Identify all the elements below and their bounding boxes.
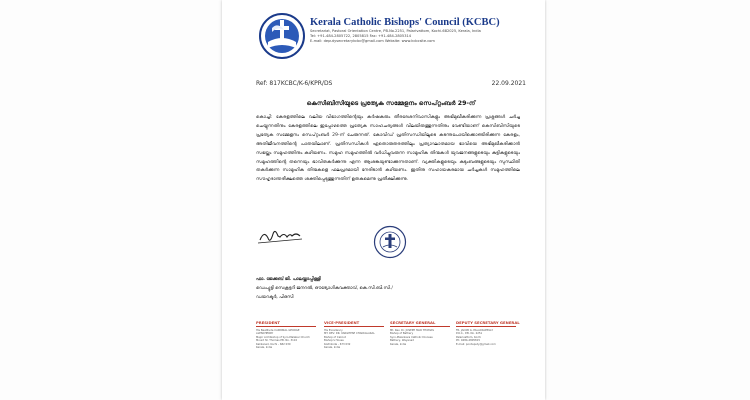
office-divider [390, 326, 450, 327]
reference-number: Ref: 817KCBC/K-6/KPR/DS [256, 80, 333, 87]
official-seal [373, 225, 407, 259]
footer-offices [256, 320, 520, 366]
office-secretary-general [390, 320, 450, 366]
signatory-block [256, 275, 456, 302]
org-block [310, 16, 520, 44]
org-phone: Tel: +91-484-2805722, 2805815 Fax: +91-484-2805314 [310, 34, 412, 38]
office-president [256, 320, 316, 366]
letterhead [258, 12, 518, 64]
office-vice-president [324, 320, 384, 366]
office-text: His Beatitude CARDINAL GEORGE ALENCHERRY Major Archbishop of Syro-Malabar Church Mount St. Thomas PB. No. 3110 Kakkanad, Kochi - 682 030 Kerala, India [256, 329, 310, 350]
body-paragraph: കൊച്ചി: കേരളത്തിലെ വലിയ വിഭാഗത്തിന്റെയും കർഷകരും തീരദേശനിവാസികളും അഭിമുഖീകരിക്കുന്ന പ്രശ്നങ്ങൾ ചർച്ച ചെയ്യുന്നതിനും കേരളത്തിലെ ഇപ്പോഴത്തെ പ്രത്യേക സാഹചര്യങ്ങൾ വിലയിരുത്തുന്നതിനും വേണ്ടിയാണ് കെസിബിസിയുടെ പ്രത്യേക സമ്മേളനം സെപ്റ്റംബർ 29-ന് ചേരുന്നത്. കോവിഡ് പ്രതിസന്ധിയിലൂടെ കടന്നുപോയിക്കൊണ്ടിരിക്കുന്ന കേരളം, അതിജീവനത്തിന്റെ പാതയിലാണ്. പ്രതിസന്ധികൾ ഏതൊരുതരത്തിലും പ്രത്യാഘാതമായ ഭാവിയെ അഭിമുഖീകരിക്കാൻ സഭയ്ക്കും സമൂഹത്തിനും കഴിയണം. സമൂഹ സമൂഹത്തിൽ വർധിച്ചുവരുന്ന സാമൂഹിക തിന്മകൾ യുവജനങ്ങളുടെയും കുട്ടികളുടെയും സമൂഹത്തിന്റെ തന്നെയും ഭാവിതകർക്കുന്നു എന്ന ആശങ്കയുണ്ടാക്കുന്നതാണ്. വ്യക്തികളുടെയും കുടുംബങ്ങളുടെയും സുസ്ഥിതി തകർക്കുന്ന സാമൂഹിക തിന്മകളെ ഫലപ്രദമായി നേരിടാൻ കഴിയണം. ഇതിനു സഹായകരമായ ചർച്ചകൾ സമൂഹത്തിലെ സൗഹൃദാന്തരീക്ഷത്തെ ശക്തിപ്പെടുത്തുന്നതിന് ഉതകുമെന്നു പ്രതീക്ഷിക്കുന്നു. [256, 115, 520, 183]
org-name: Kerala Catholic Bishops' Council (KCBC) [310, 17, 500, 28]
background-right [548, 0, 750, 400]
office-deputy-secretary-general [456, 320, 520, 366]
kcbc-logo [258, 12, 306, 60]
signatory-org: ഡയറക്ടർ, പിഒസി [256, 295, 294, 300]
org-email: E-mail: deputysecretarykcbc@gmail.com Website: www.kcbcsite.com [310, 39, 435, 43]
office-title: SECRETARY GENERAL [390, 320, 436, 325]
subject-line: കെസിബിസിയുടെ പ്രത്യേക സമ്മേളനം സെപ്റ്റംബർ 29-ന് [306, 100, 476, 107]
office-title: DEPUTY SECRETARY GENERAL [456, 320, 520, 325]
reference-date: 22.09.2021 [491, 80, 526, 87]
signature [256, 224, 306, 248]
office-text: His Excellency MT. REV. DR. VARGHESE CHAKKALAKAL Bishop of Calicut Bishop's House Kozhikode - 673 032 Kerala, India [324, 329, 375, 350]
office-divider [324, 326, 384, 327]
office-title: VICE-PRESIDENT [324, 320, 360, 325]
background-left [0, 0, 220, 400]
document-page [222, 0, 545, 400]
signatory-title: ഡെപ്യൂട്ടി സെക്രട്ടറി ജനറൽ, ഔദ്യോഗികവക്താവ്, കെ.സി.ബി.സി./ [256, 286, 393, 291]
signatory-name: ഫാ. ജേക്കബ് ജി. പാലയ്ക്കാപ്പിള്ളി [256, 277, 321, 282]
office-text: Mt. Rev. Dr. JOSEPH MAR THOMAS Bishop of Bathery Syro-Malankara Catholic Diocese Bathery, Wayanad Kerala, India [390, 329, 434, 346]
office-title: PRESIDENT [256, 320, 280, 325]
office-divider [256, 326, 316, 327]
office-divider [456, 326, 516, 327]
org-address: Secretariat, Pastoral Orientation Centre, PB.No.2251, Palarivattom, Kochi-682025, Kerala, India [310, 29, 481, 33]
office-text: FR. JACOB G. PALACKAPPILLY P.O.C., P.B. No. 2251 Palarivattom, Kochi Ph: 0484-2805815 E-mail: pocdeputy@gmail.com [456, 329, 496, 346]
